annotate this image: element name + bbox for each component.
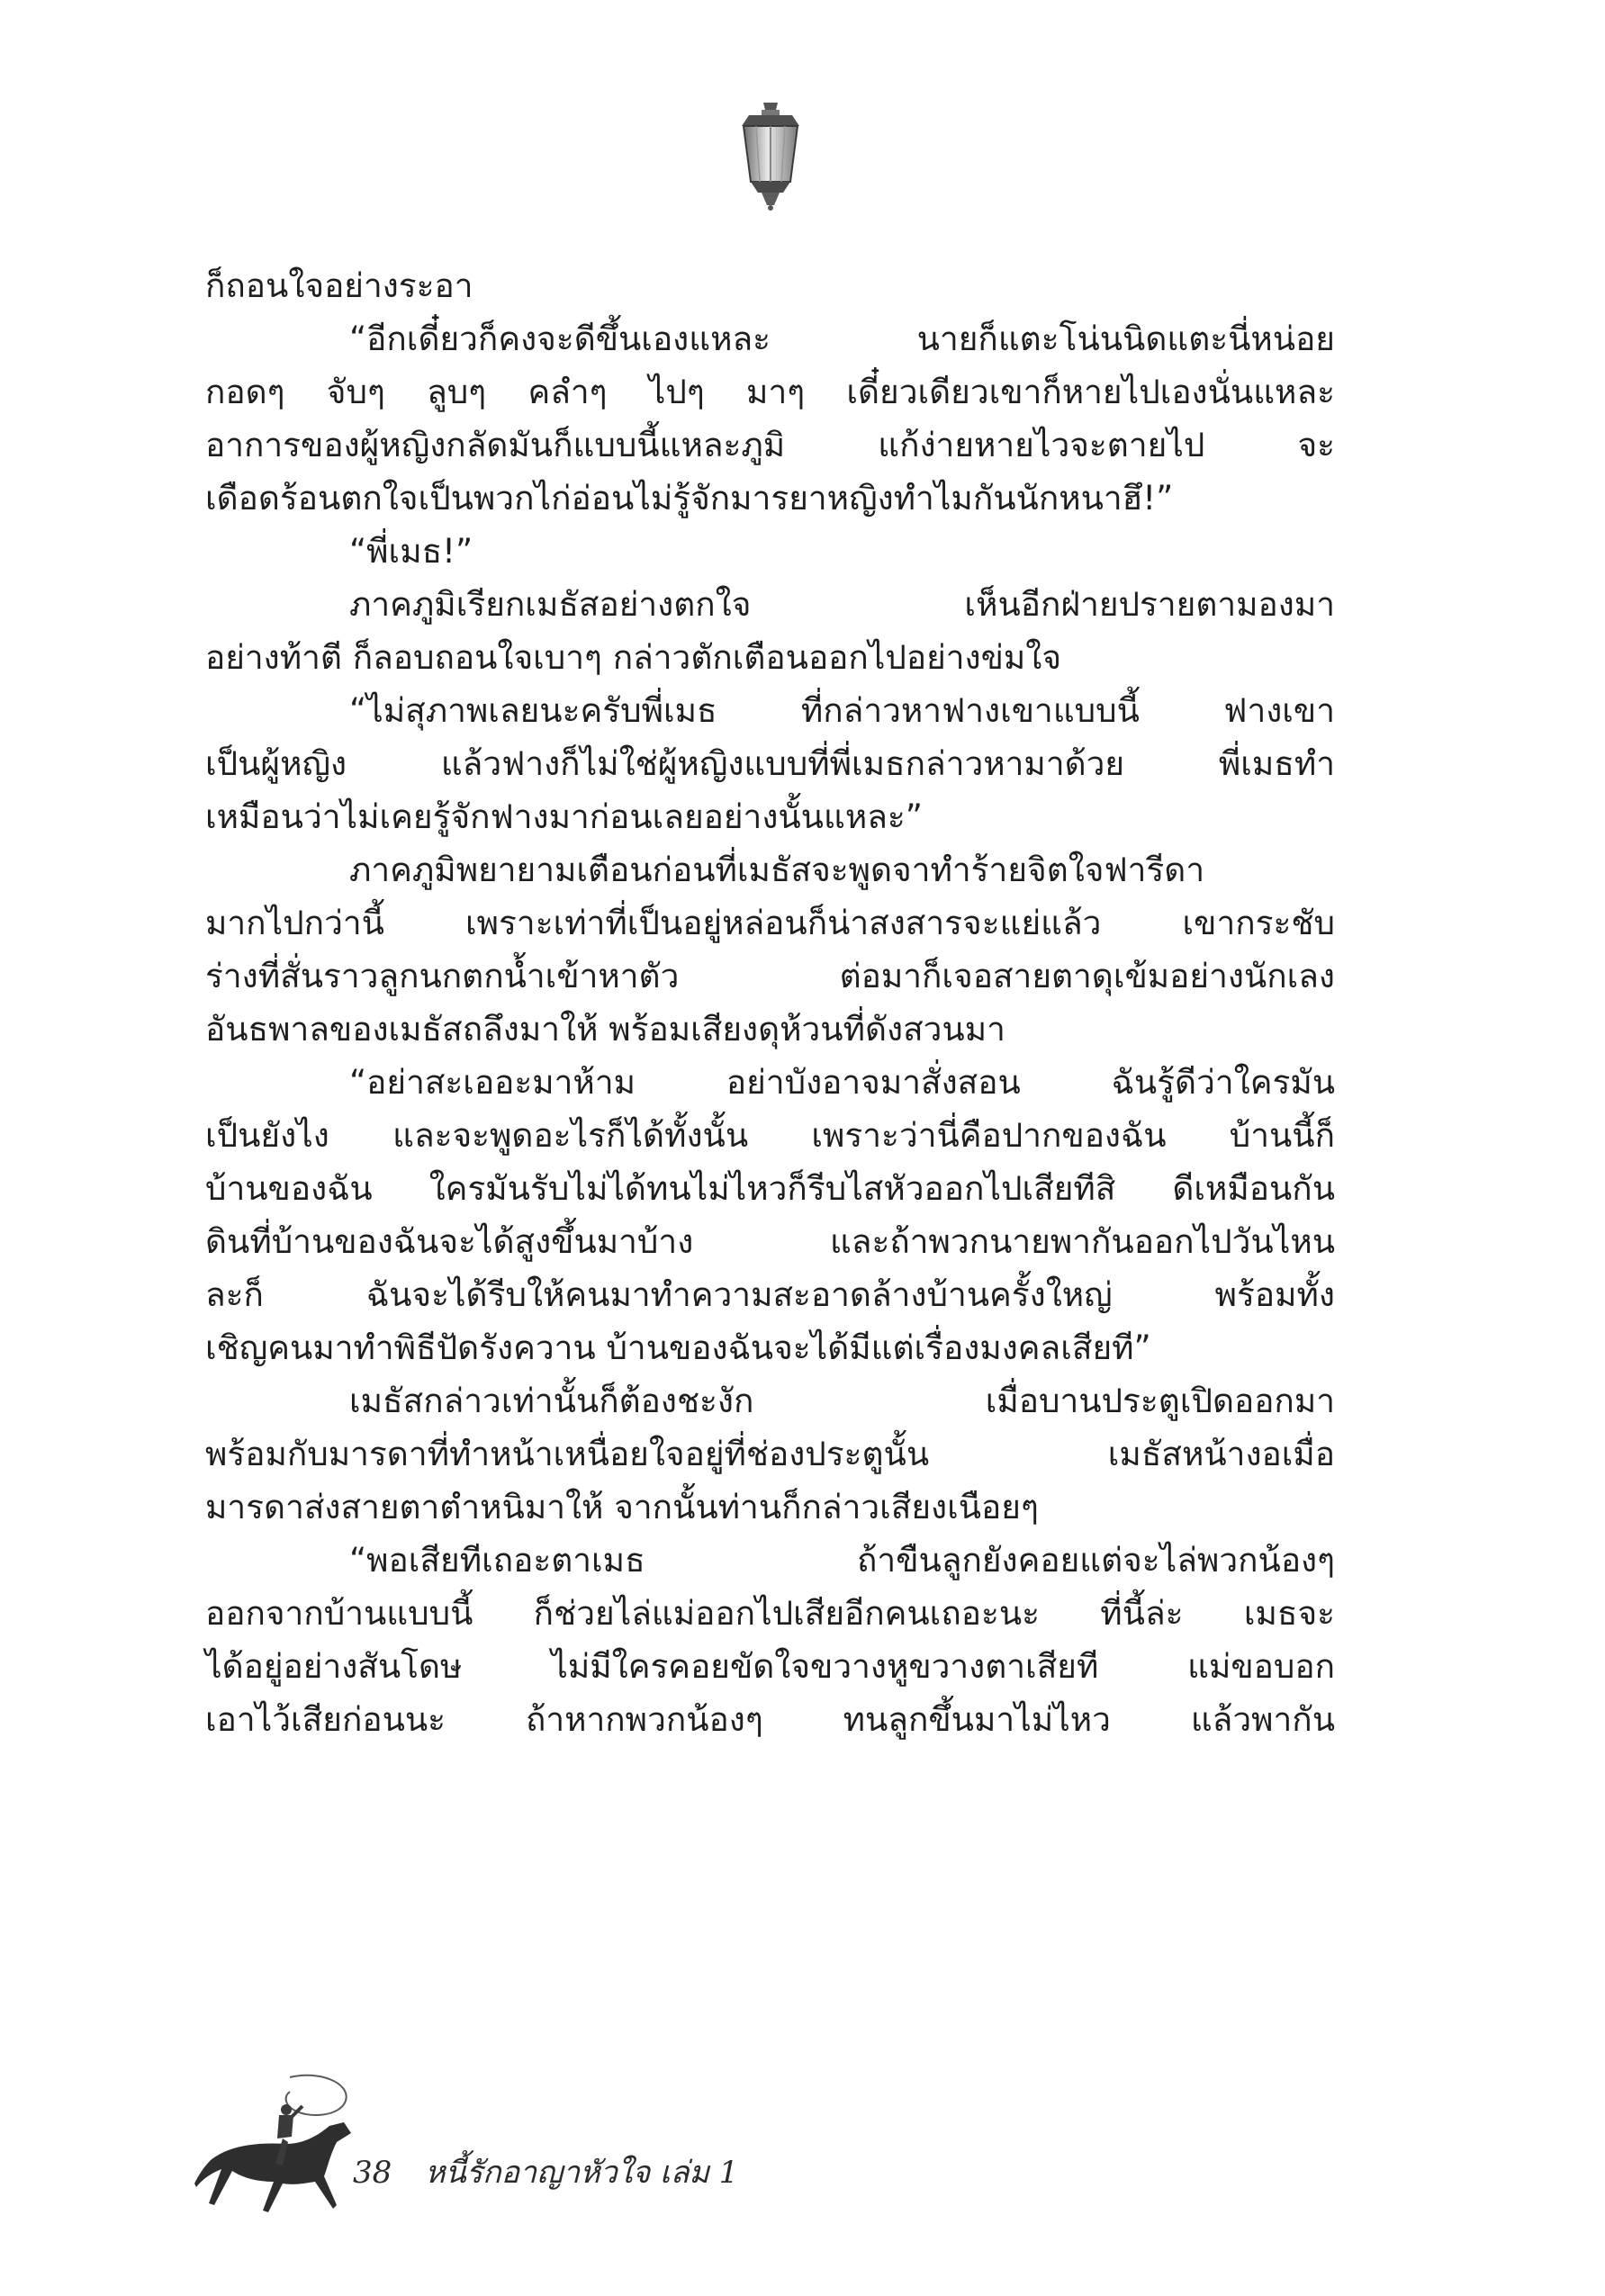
text-line: “อีกเดี๋ยวก็คงจะดีขึ้นเองแหละ นายก็แตะโน่นนิดแตะนี่หน่อย (349, 320, 1335, 358)
text-line: มารดาส่งสายตาตำหนิมาให้ จากนั้นท่านก็กล่าวเสียงเนือยๆ (205, 1488, 1039, 1526)
text-line: อย่างท้าตี ก็ลอบถอนใจเบาๆ กล่าวตักเตือนออกไปอย่างข่มใจ (205, 638, 1062, 677)
text-line: กอดๆ จับๆ ลูบๆ คลำๆ ไปๆ มาๆ เดี๋ยวเดียวเขาก็หายไปเองนั่นแหละ (205, 373, 1335, 411)
text-line: มากไปกว่านี้ เพราะเท่าที่เป็นอยู่หล่อนก็น่าสงสารจะแย่แล้ว เขากระชับ (205, 904, 1335, 942)
text-line: เชิญคนมาทำพิธีปัดรังควาน บ้านของฉันจะได้มีแต่เรื่องมงคลเสียที” (205, 1328, 1151, 1367)
text-line: ละก็ ฉันจะได้รีบให้คนมาทำความสะอาดล้างบ้านครั้งใหญ่ พร้อมทั้ง (205, 1275, 1335, 1314)
page-footer (353, 2147, 738, 2196)
lantern-icon (727, 99, 814, 212)
horse-rider-icon (193, 2070, 364, 2250)
text-line: ภาคภูมิพยายามเตือนก่อนที่เมธัสจะพูดจาทำร้ายจิตใจฟารีดา (349, 851, 1205, 889)
text-line: เอาไว้เสียก่อนนะ ถ้าหากพวกน้องๆ ทนลูกขึ้นมาไม่ไหว แล้วพากัน (205, 1700, 1335, 1739)
text-line: “อย่าสะเออะมาห้าม อย่าบังอาจมาสั่งสอน ฉันรู้ดีว่าใครมัน (349, 1063, 1335, 1102)
text-line: ภาคภูมิเรียกเมธัสอย่างตกใจ เห็นอีกฝ่ายปรายตามองมา (349, 585, 1335, 624)
book-title: หนี้รักอาญาหัวใจ เล่ม 1 (425, 2155, 739, 2191)
text-line: “พอเสียทีเถอะตาเมธ ถ้าขืนลูกยังคอยแต่จะไล่พวกน้องๆ (349, 1541, 1335, 1580)
text-line: เมธัสกล่าวเท่านั้นก็ต้องชะงัก เมื่อบานประตูเปิดออกมา (349, 1382, 1335, 1420)
text-line: พร้อมกับมารดาที่ทำหน้าเหนื่อยใจอยู่ที่ช่องประตูนั้น เมธัสหน้างอเมื่อ (205, 1435, 1335, 1473)
text-line: อาการของผู้หญิงกลัดมันก็แบบนี้แหละภูมิ แก้ง่ายหายไวจะตายไป จะ (205, 426, 1335, 464)
text-line: “ไม่สุภาพเลยนะครับพี่เมธ ที่กล่าวหาฟางเขาแบบนี้ ฟางเขา (349, 691, 1335, 730)
text-line: เป็นยังไง และจะพูดอะไรก็ได้ทั้งนั้น เพราะว่านี่คือปากของฉัน บ้านนี้ก็ (205, 1116, 1335, 1155)
text-line: ได้อยู่อย่างสันโดษ ไม่มีใครคอยขัดใจขวางหูขวางตาเสียที แม่ขอบอก (205, 1647, 1335, 1686)
text-line: ร่างที่สั่นราวลูกนกตกน้ำเข้าหาตัว ต่อมาก็เจอสายตาดุเข้มอย่างนักเลง (205, 957, 1335, 995)
text-line: เดือดร้อนตกใจเป็นพวกไก่อ่อนไม่รู้จักมารยาหญิงทำไมกันนักหนาฮึ!” (205, 479, 1174, 518)
text-line: ออกจากบ้านแบบนี้ ก็ช่วยไล่แม่ออกไปเสียอีกคนเถอะนะ ที่นี้ล่ะ เมธจะ (205, 1594, 1335, 1633)
text-line: ก็ถอนใจอย่างระอา (205, 266, 473, 305)
text-line: เป็นผู้หญิง แล้วฟางก็ไม่ใช่ผู้หญิงแบบที่พี่เมธกล่าวหามาด้วย พี่เมธทำ (205, 744, 1335, 783)
text-line: เหมือนว่าไม่เคยรู้จักฟางมาก่อนเลยอย่างนั้นแหละ” (205, 797, 923, 836)
text-line: “พี่เมธ!” (349, 532, 473, 571)
body-text (205, 259, 1335, 1746)
page-number: 38 (353, 2155, 392, 2191)
text-line: อันธพาลของเมธัสถลึงมาให้ พร้อมเสียงดุห้วนที่ดังสวนมา (205, 1010, 1005, 1049)
text-line: บ้านของฉัน ใครมันรับไม่ได้ทนไม่ไหวก็รีบไสหัวออกไปเสียทีสิ ดีเหมือนกัน (205, 1169, 1335, 1208)
text-line: ดินที่บ้านของฉันจะได้สูงขึ้นมาบ้าง และถ้าพวกนายพากันออกไปวันไหน (205, 1222, 1335, 1261)
